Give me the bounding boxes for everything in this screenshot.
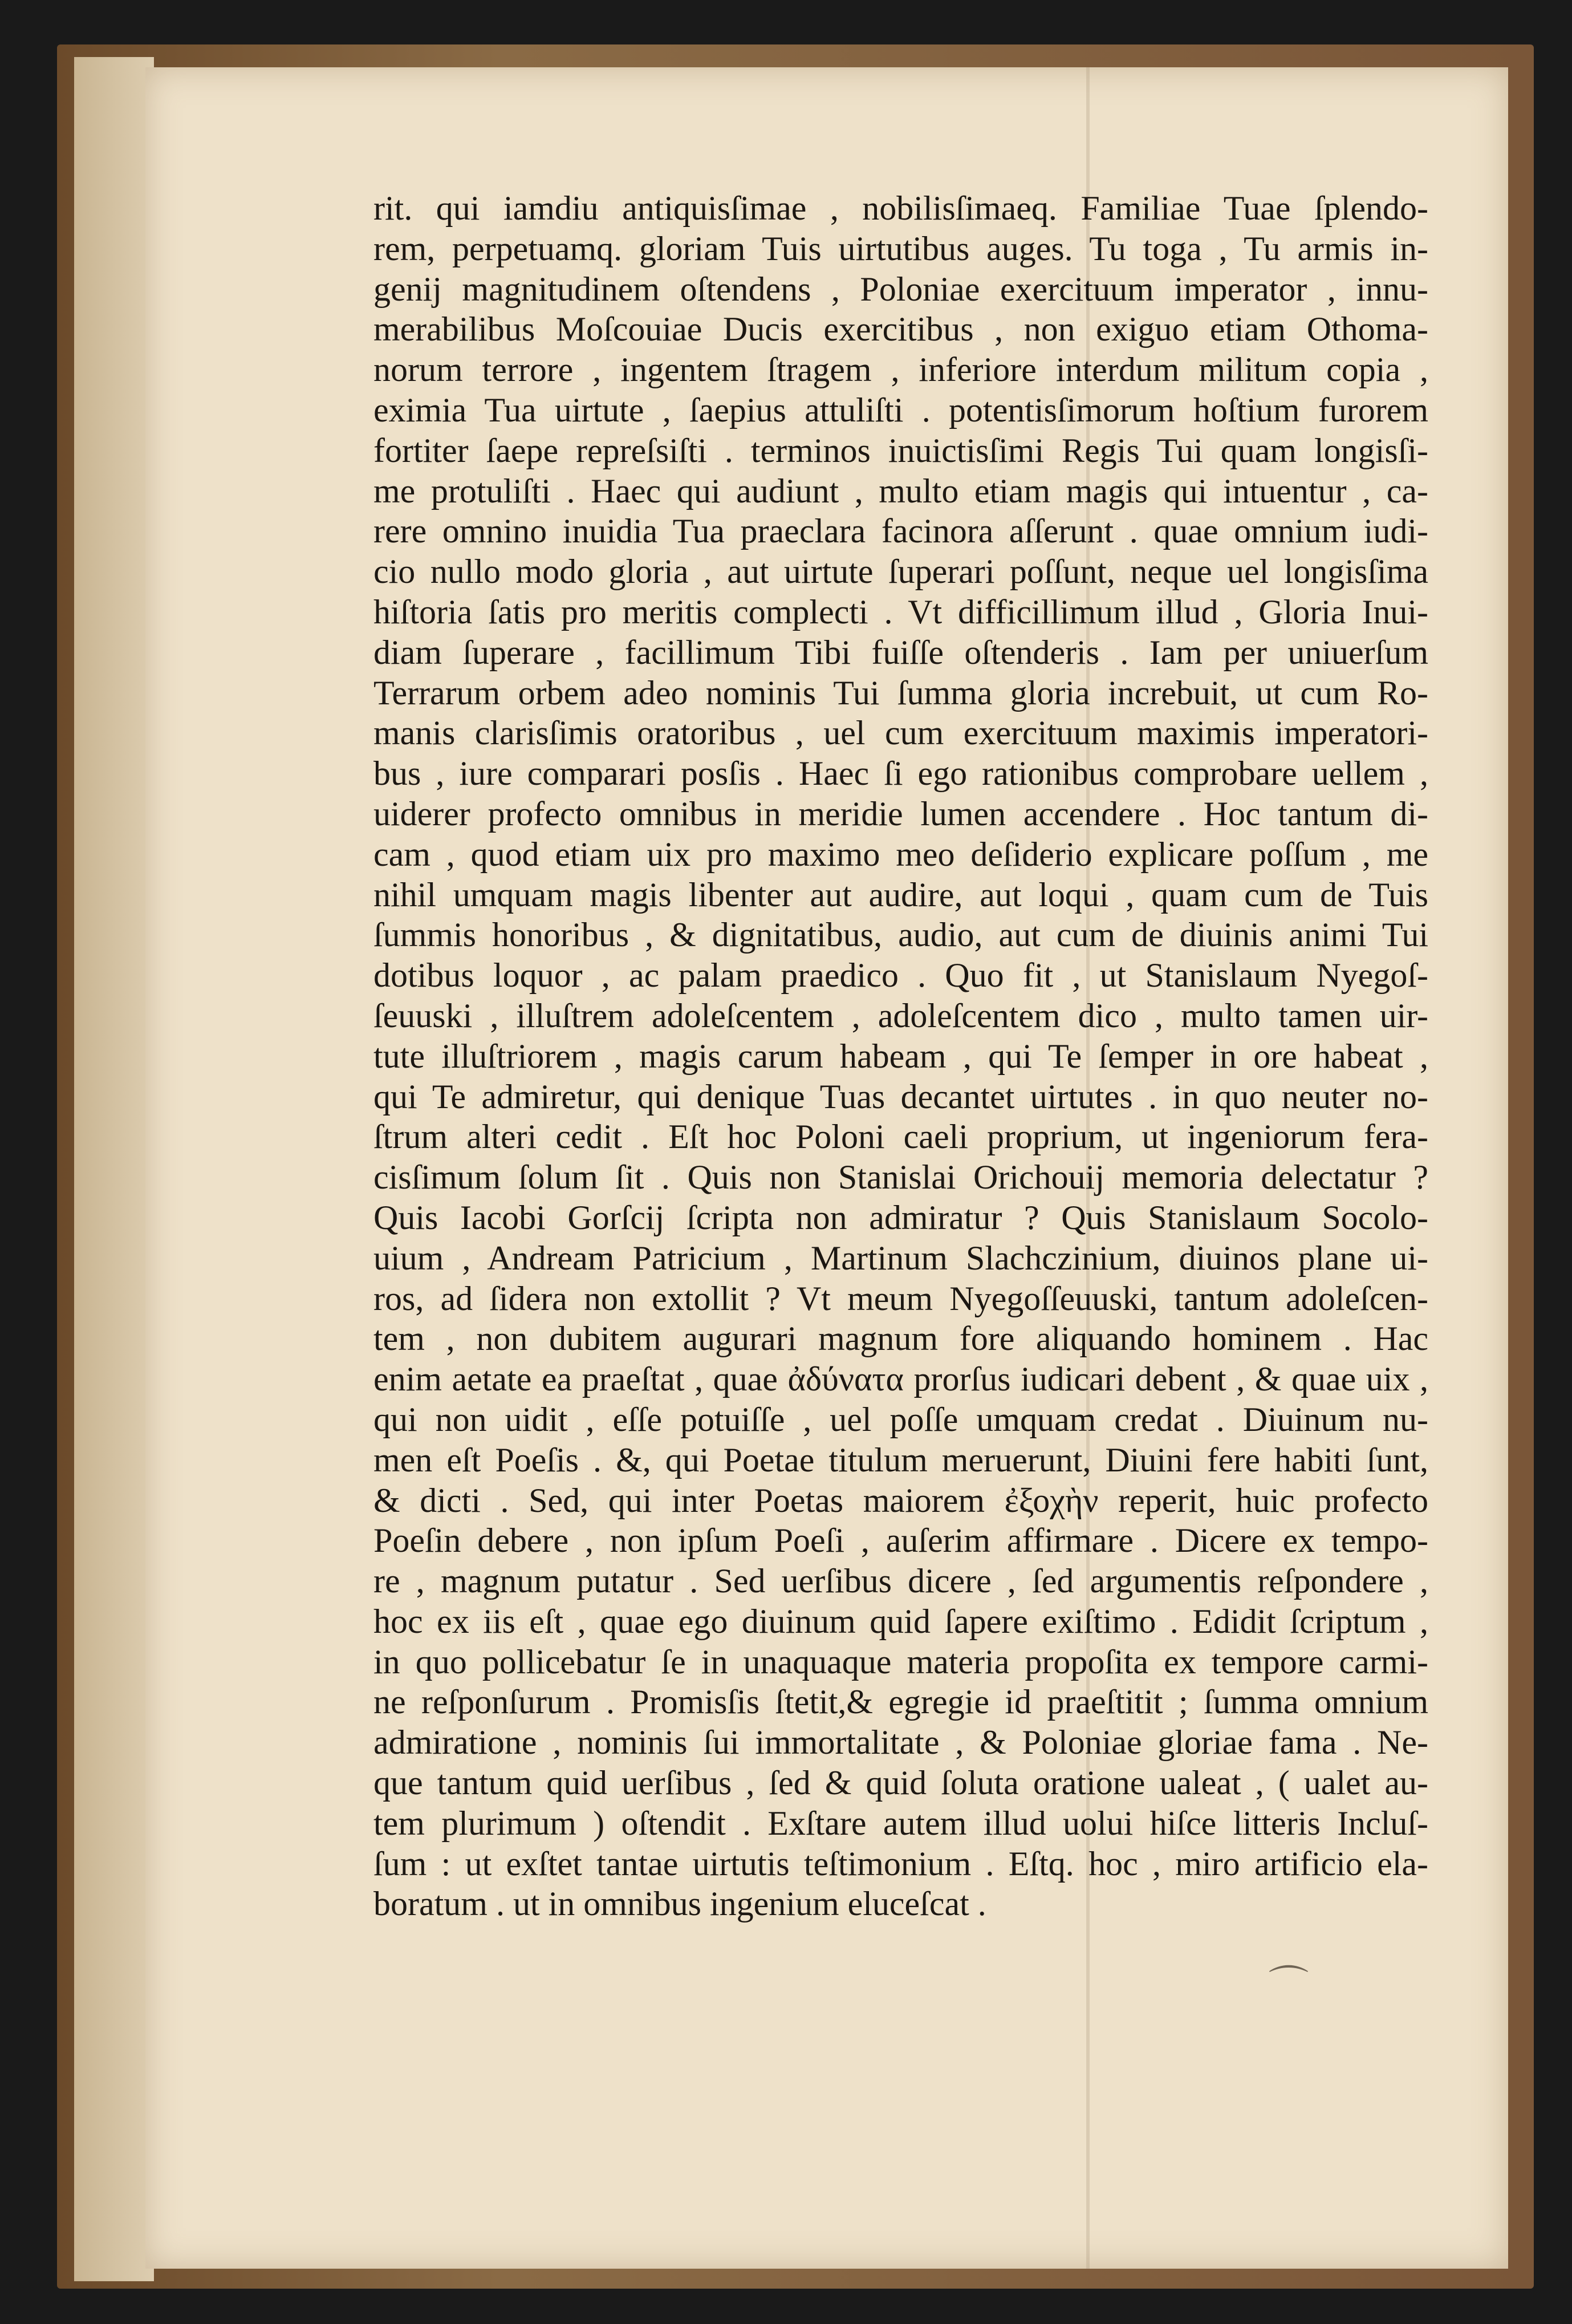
ink-mark: ⌒ [1269, 1962, 1309, 2009]
text-line: norum terrore , ingentem ſtragem , inferiore interdum militum copia , [373, 351, 1428, 389]
text-line: tem plurimum ) oſtendit . Exſtare autem illud uolui hiſce litteris Incluſ- [373, 1804, 1428, 1842]
text-line: enim aetate ea praeſtat , quae ἀδύνατα prorſus iudicari debent , & quae uix , [373, 1360, 1428, 1398]
text-line: uiderer profecto omnibus in meridie lumen accendere . Hoc tantum di- [373, 794, 1428, 833]
text-line: genij magnitudinem oſtendens , Poloniae exercituum imperator , innu- [373, 270, 1428, 308]
text-line: Poeſin debere , non ipſum Poeſi , auſerim affirmare . Dicere ex tempo- [373, 1522, 1428, 1560]
text-line: Terrarum orbem adeo nominis Tui ſumma gloria increbuit, ut cum Ro- [373, 674, 1428, 712]
text-line: men eſt Poeſis . &, qui Poetae titulum meruerunt, Diuini fere habiti ſunt, [373, 1441, 1428, 1479]
text-line: uium , Andream Patricium , Martinum Slachczinium, diuinos plane ui- [373, 1239, 1428, 1277]
text-line: cio nullo modo gloria , aut uirtute ſuperari poſſunt, neque uel longisſima [373, 553, 1428, 591]
text-line: hoc ex iis eſt , quae ego diuinum quid ſapere exiſtimo . Edidit ſcriptum , [373, 1602, 1428, 1640]
text-line: & dicti . Sed, qui inter Poetas maiorem ἐξοχὴν reperit, huic profecto [373, 1481, 1428, 1519]
text-line: tem , non dubitem augurari magnum fore aliquando hominem . Hac [373, 1320, 1428, 1358]
text-line: Quis Iacobi Gorſcij ſcripta non admiratur ? Quis Stanislaum Socolo- [373, 1198, 1428, 1236]
text-line: re , magnum putatur . Sed uerſibus dicere , ſed argumentis reſpondere , [373, 1562, 1428, 1600]
text-line: ros, ad ſidera non extollit ? Vt meum Nyegoſſeuuski, tantum adoleſcen- [373, 1279, 1428, 1317]
text-line: ne reſponſurum . Promisſis ſtetit,& egregie id praeſtitit ; ſumma omnium [373, 1683, 1428, 1721]
text-line: tute illuſtriorem , magis carum habeam , qui Te ſemper in ore habeat , [373, 1037, 1428, 1075]
text-line: cam , quod etiam uix pro maximo meo deſiderio explicare poſſum , me [373, 835, 1428, 873]
text-line: fortiter ſaepe repreſsiſti . terminos inuictisſimi Regis Tui quam longisſi- [373, 431, 1428, 469]
text-line: ſeuuski , illuſtrem adoleſcentem , adoleſcentem dico , multo tamen uir- [373, 996, 1428, 1035]
text-line: hiſtoria ſatis pro meritis complecti . Vt difficillimum illud , Gloria Inui- [373, 593, 1428, 631]
text-line: merabilibus Moſcouiae Ducis exercitibus , non exiguo etiam Othoma- [373, 310, 1428, 348]
text-line: bus , iure comparari posſis . Haec ſi ego rationibus comprobare uellem , [373, 755, 1428, 793]
text-line: ſummis honoribus , & dignitatibus, audio, aut cum de diuinis animi Tui [373, 916, 1428, 954]
spine-edge [74, 57, 154, 2281]
text-line: manis clarisſimis oratoribus , uel cum exercituum maximis imperatori- [373, 714, 1428, 752]
text-line: rem, perpetuamq. gloriam Tuis uirtutibus auges. Tu toga , Tu armis in- [373, 229, 1428, 267]
text-line: boratum . ut in omnibus ingenium eluceſcat . [373, 1885, 986, 1923]
text-line: eximia Tua uirtute , ſaepius attuliſti . potentisſimorum hoſtium furorem [373, 391, 1428, 429]
text-line: ſum : ut exſtet tantae uirtutis teſtimonium . Eſtq. hoc , miro artificio ela- [373, 1844, 1428, 1883]
text-line: dotibus loquor , ac palam praedico . Quo fit , ut Stanislaum Nyegoſ- [373, 956, 1428, 995]
text-line: diam ſuperare , facillimum Tibi fuiſſe oſtenderis . Iam per uniuerſum [373, 633, 1428, 671]
text-line: qui Te admiretur, qui denique Tuas decantet uirtutes . in quo neuter no- [373, 1077, 1428, 1116]
text-line: qui non uidit , eſſe potuiſſe , uel poſſe umquam credat . Diuinum nu- [373, 1400, 1428, 1438]
text-line: in quo pollicebatur ſe in unaquaque materia propoſita ex tempore carmi- [373, 1642, 1428, 1681]
text-line: me protuliſti . Haec qui audiunt , multo etiam magis qui intuentur , ca- [373, 472, 1428, 510]
text-line: cisſimum ſolum ſit . Quis non Stanislai Orichouij memoria delectatur ? [373, 1158, 1428, 1197]
body-text [373, 188, 1428, 1924]
text-line: rere omnino inuidia Tua praeclara facinora aſſerunt . quae omnium iudi- [373, 512, 1428, 550]
text-line: admiratione , nominis ſui immortalitate , & Poloniae gloriae fama . Ne- [373, 1723, 1428, 1762]
text-line: que tantum quid uerſibus , ſed & quid ſoluta oratione ualeat , ( ualet au- [373, 1764, 1428, 1802]
text-line: rit. qui iamdiu antiquisſimae , nobilisſimaeq. Familiae Tuae ſplendo- [373, 189, 1428, 227]
text-line: ſtrum alteri cedit . Eſt hoc Poloni caeli proprium, ut ingeniorum fera- [373, 1118, 1428, 1156]
text-line: nihil umquam magis libenter aut audire, aut loqui , quam cum de Tuis [373, 875, 1428, 914]
